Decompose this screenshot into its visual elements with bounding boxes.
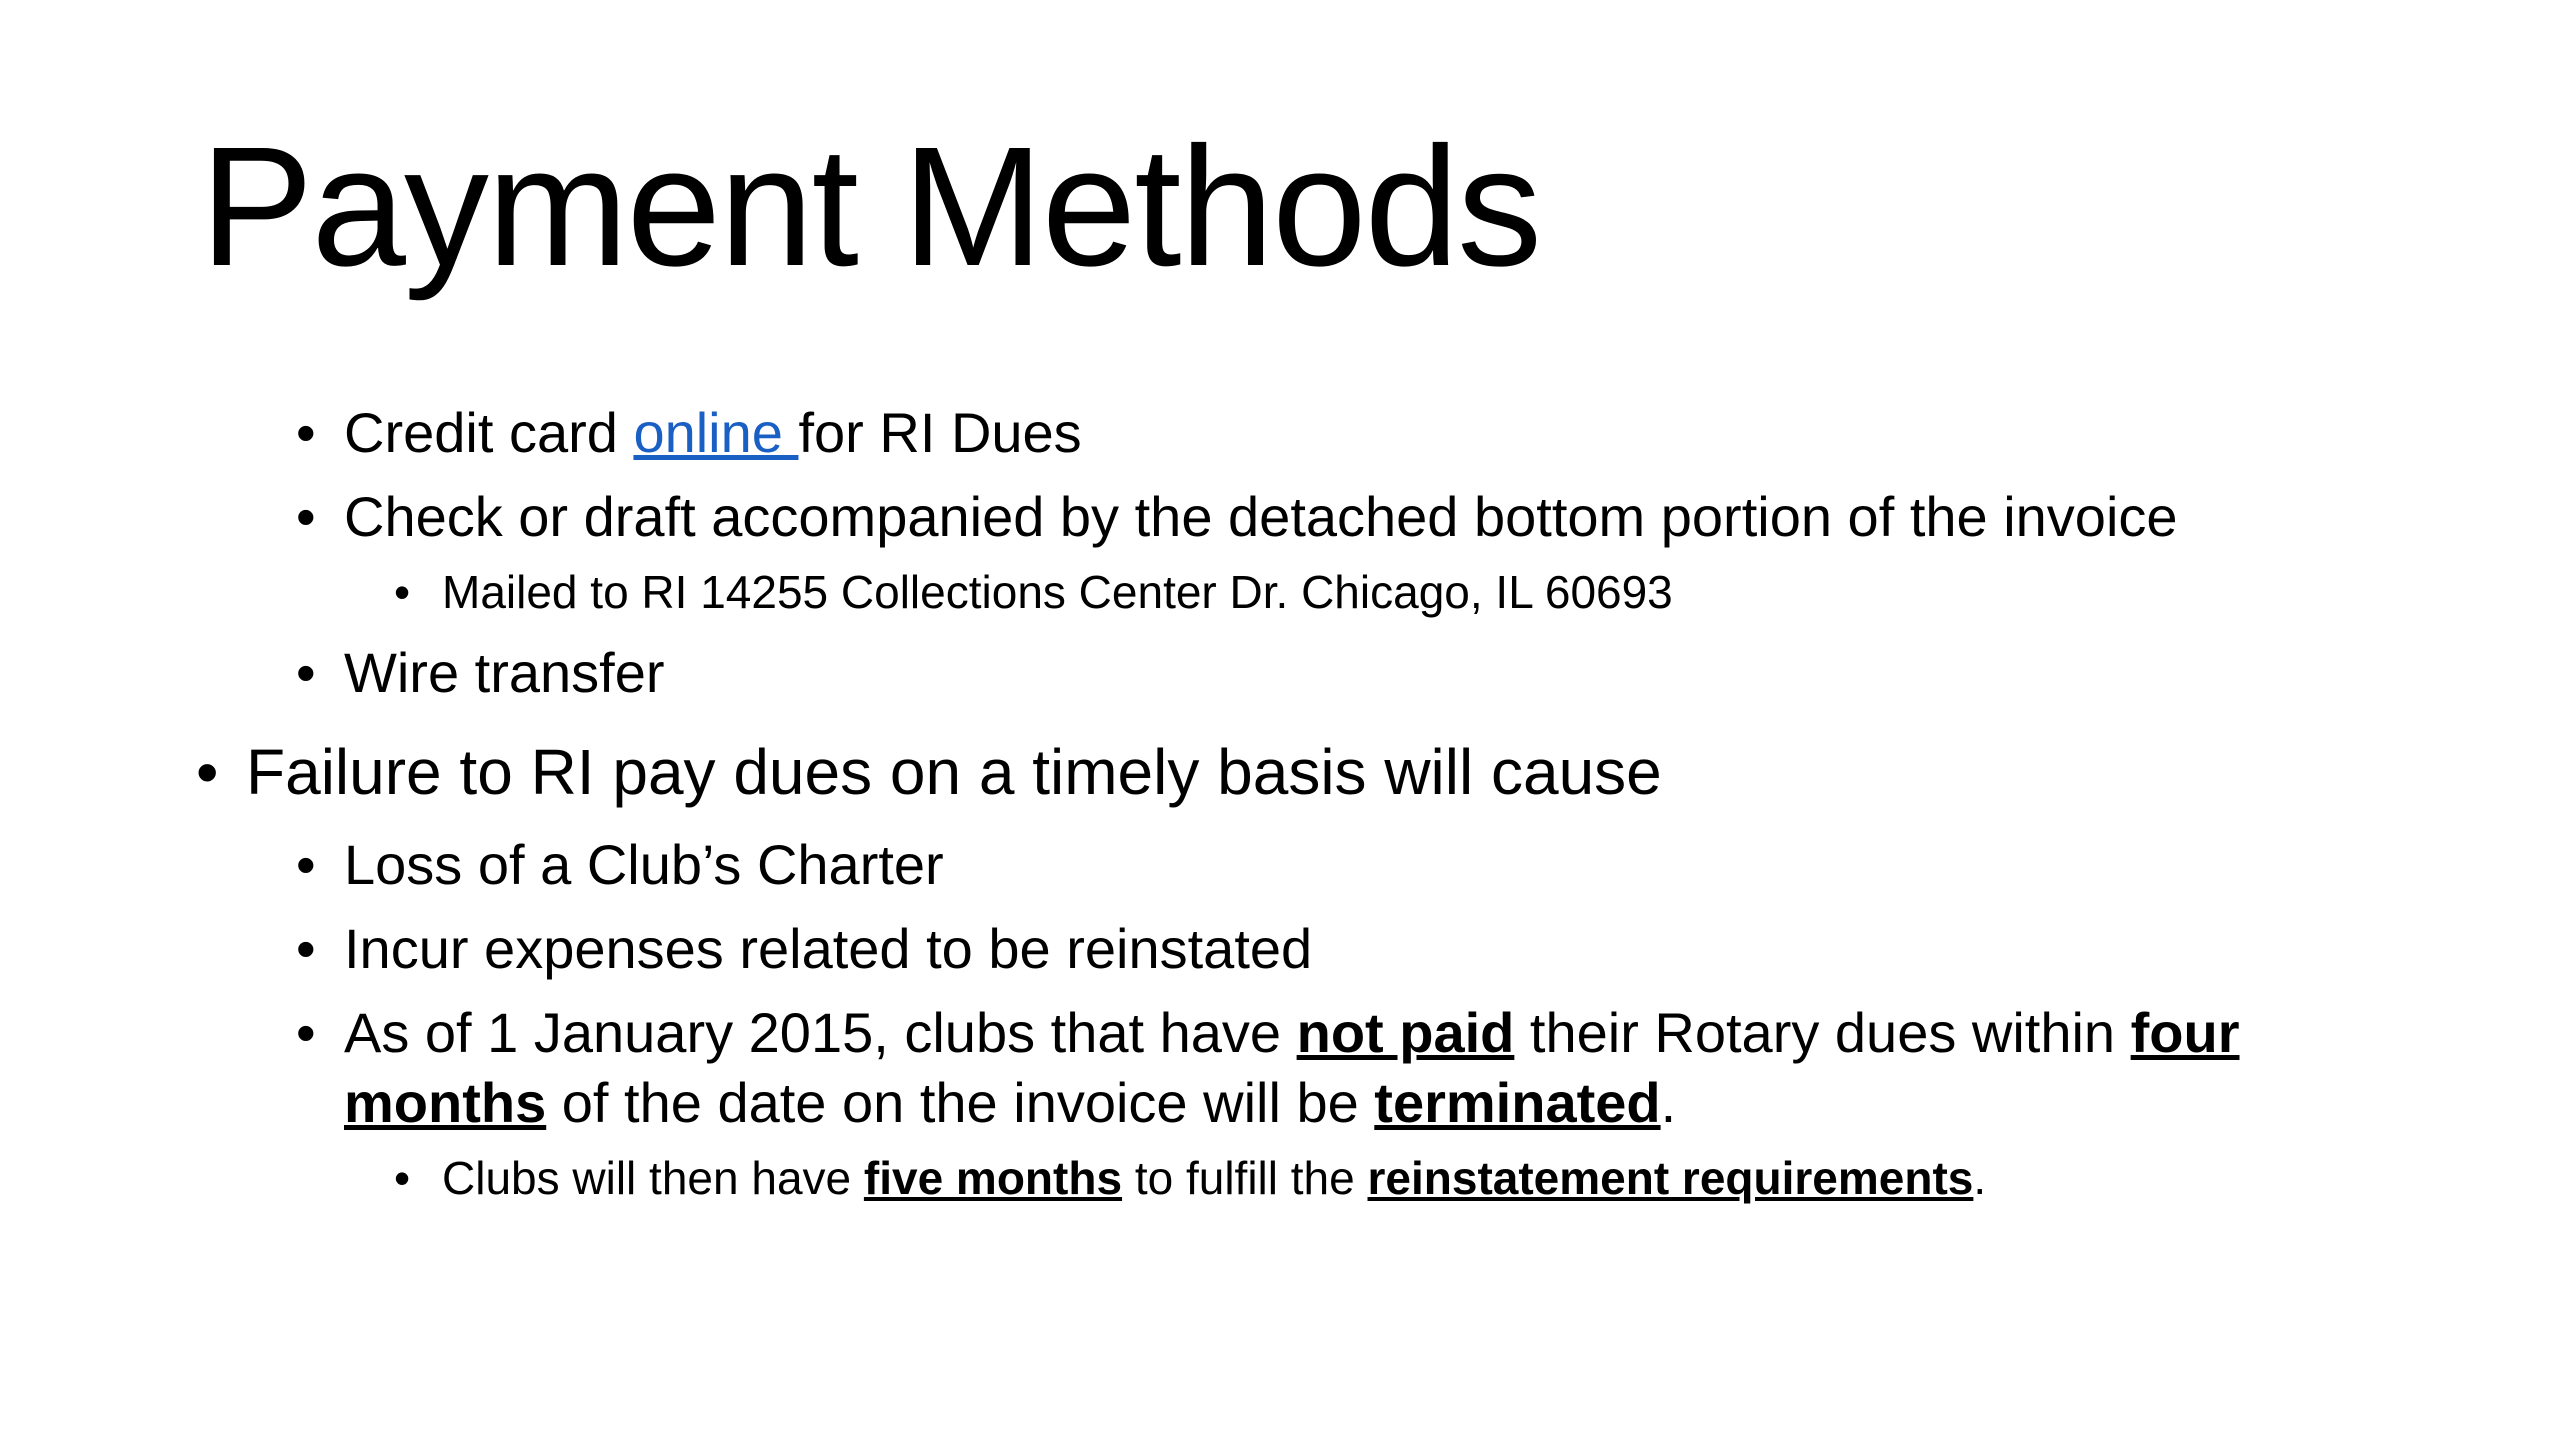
bullet-icon: • <box>394 566 411 618</box>
bullet-icon: • <box>196 736 219 808</box>
list-item-check-or-draft: Check or draft accompanied by the detached bottom portion of the invoice <box>344 485 2178 548</box>
list-item-reinstatement: Clubs will then have five months to fulfill the reinstatement requirements. <box>442 1152 1987 1204</box>
list-item-termination-policy-line1: As of 1 January 2015, clubs that have not paid their Rotary dues within four <box>344 1001 2240 1064</box>
bullet-icon: • <box>296 833 316 896</box>
bullet-icon: • <box>296 401 316 464</box>
list-item-termination-policy-line2: months of the date on the invoice will be terminated. <box>344 1071 1677 1134</box>
slide-title: Payment Methods <box>200 112 1541 302</box>
emphasis-four: four <box>2130 1001 2240 1064</box>
list-item-credit-card: Credit card online for RI Dues <box>344 401 1082 464</box>
list-item-mailing-address: Mailed to RI 14255 Collections Center Dr. Chicago, IL 60693 <box>442 566 1673 618</box>
bullet-icon: • <box>296 641 316 704</box>
emphasis-five-months: five months <box>863 1152 1123 1204</box>
emphasis-not-paid: not paid <box>1296 1001 1515 1064</box>
bullet-icon: • <box>296 1001 316 1064</box>
online-link[interactable]: online <box>633 401 799 464</box>
list-item-failure-to-pay: Failure to RI pay dues on a timely basis will cause <box>246 736 1662 808</box>
list-item-wire-transfer: Wire transfer <box>344 641 665 704</box>
emphasis-terminated: terminated <box>1374 1071 1661 1134</box>
list-item-incur-expenses: Incur expenses related to be reinstated <box>344 917 1313 980</box>
emphasis-reinstatement-requirements: reinstatement requirements <box>1367 1152 1974 1204</box>
bullet-icon: • <box>394 1152 411 1204</box>
bullet-icon: • <box>296 917 316 980</box>
list-item-loss-of-charter: Loss of a Club’s Charter <box>344 833 944 896</box>
bullet-icon: • <box>296 485 316 548</box>
emphasis-months: months <box>344 1071 547 1134</box>
